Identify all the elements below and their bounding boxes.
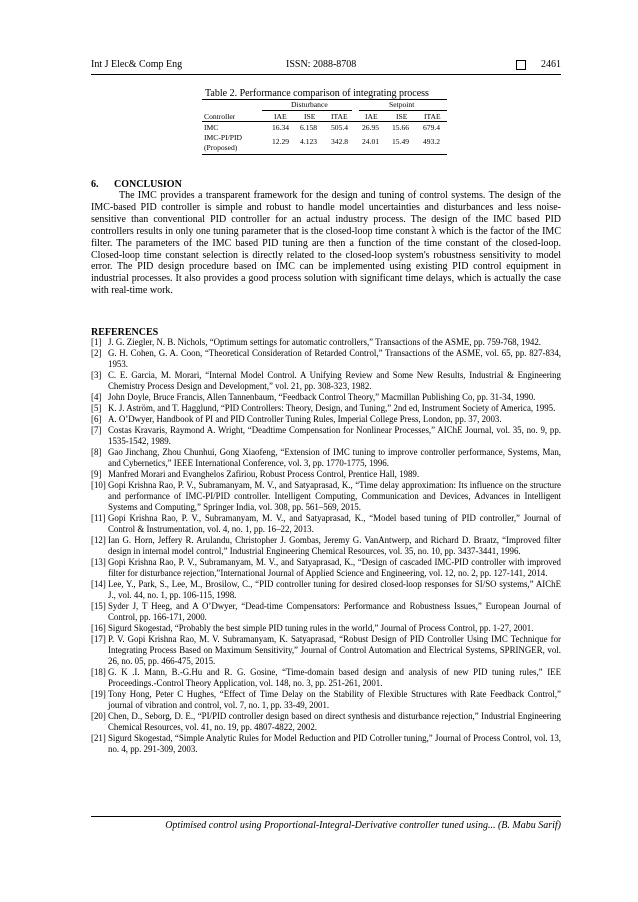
reference-text: John Doyle, Bruce Francis, Allen Tannenbaum, “Feedback Control Theory,” Macmillan Publishing Co, pp. 31-34, 1990.	[108, 392, 536, 402]
row-proposed-itae-s: 493.2	[423, 137, 441, 146]
table-caption: Table 2. Performance comparison of integrating process	[205, 88, 429, 99]
references-heading: REFERENCES	[91, 327, 159, 338]
row-imc-ise-d: 6.158	[300, 123, 318, 132]
reference-text: Tony Hong, Peter C Hughes, “Effect of Time Delay on the Stability of Flexible Structures with Rate Feedback Control,” journal of vibration and control, vol. 7, no. 1, pp. 33-49, 2001.	[108, 689, 561, 710]
reference-item	[91, 414, 561, 425]
group-header-setpoint: Setpoint	[389, 100, 415, 109]
reference-number: [20]	[91, 711, 106, 721]
row-proposed-ise-d: 4.123	[300, 137, 318, 146]
reference-number: [7]	[91, 425, 102, 435]
col-header-iae-s: IAE	[365, 112, 378, 121]
section-title: CONCLUSION	[114, 179, 182, 190]
table-bottom-rule	[202, 154, 447, 155]
row-proposed-controller: IMC-PI/PID (Proposed)	[204, 133, 242, 152]
reference-text: Chen, D., Seborg, D. E., “PI/PID controller design based on direct synthesis and disturbance rejection,” Industrial Engineering Chemical Resources, vol. 41, no. 19, pp. 4807-4822, 2002.	[108, 711, 561, 732]
reference-number: [8]	[91, 447, 102, 457]
running-header	[91, 59, 561, 75]
reference-text: Gopi Krishna Rao, P. V., Subramanyam, M. V., and Satyaprasad, K., “Time delay approximation: Its influence on the structure and performance of IMC-PI/PID controller. Intelligent Computing, Communication and Devices, Advances in Intelligent Systems and Computing,” Springer India, vol. 308, pp. 561–569, 2015.	[108, 480, 561, 512]
reference-item	[91, 557, 561, 579]
row-imc-controller: IMC	[204, 123, 219, 132]
reference-number: [13]	[91, 557, 106, 567]
row-proposed-itae-d: 342.8	[331, 137, 349, 146]
reference-item	[91, 689, 561, 711]
reference-text: Gopi Krishna Rao, P. V., Subramanyam, M. V., and Satyaprasad, K., “Model based tuning of PID controller,” Journal of Control & Instrumentation, vol. 4, no. 1, pp. 16–22, 2013.	[108, 513, 561, 534]
reference-number: [15]	[91, 601, 106, 611]
reference-number: [12]	[91, 535, 106, 545]
reference-item	[91, 733, 561, 755]
reference-text: Syder J, T Heeg, and A O’Dwyer, “Dead-time Compensators: Performance and Robustness Issues,” European Journal of Control, pp. 166-171, 2000.	[108, 601, 561, 622]
reference-text: G. K .I. Mann, B.-G.Hu and R. G. Gosine, “Time-domain based design and analysis of new PID tuning rules,” IEE Proceedings.-Control Theory Application, vol. 148, no. 3, pp. 251-261, 2001.	[108, 667, 561, 688]
reference-number: [2]	[91, 348, 102, 358]
reference-item	[91, 480, 561, 513]
reference-number: [3]	[91, 370, 102, 380]
journal-name: Int J Elec& Comp Eng	[91, 59, 183, 70]
page-number: 2461	[541, 59, 561, 70]
reference-item	[91, 348, 561, 370]
reference-item	[91, 711, 561, 733]
section-number: 6.	[91, 179, 99, 190]
reference-text: A. O’Dwyer, Handbook of PI and PID Controller Tuning Rules, Imperial College Press, London, pp. 37, 2003.	[108, 414, 502, 424]
row-imc-iae-d: 16.34	[272, 123, 290, 132]
reference-text: C. E. Garcia, M. Morari, “Internal Model Control. A Unifying Review and Some New Results, Industrial & Engineering Chemistry Process Design and Development,” vol. 21, pp. 308-323, 1982.	[108, 370, 561, 391]
header-rule	[202, 121, 447, 122]
group-header-disturbance: Disturbance	[291, 100, 328, 109]
reference-item	[91, 425, 561, 447]
group-rule-disturbance	[262, 110, 352, 111]
row-proposed-iae-s: 24.01	[362, 137, 380, 146]
row-proposed-ise-s: 15.49	[392, 137, 410, 146]
reference-text: Costas Kravaris, Raymond A. Wright, “Deadtime Compensation for Nonlinear Processes,” AIChE Journal, vol. 35, no. 9, pp. 1535-1542, 1989.	[108, 425, 561, 446]
reference-number: [21]	[91, 733, 106, 743]
col-header-ise-s: ISE	[396, 112, 408, 121]
reference-list	[91, 337, 561, 755]
row-imc-itae-d: 505.4	[331, 123, 349, 132]
reference-text: Gopi Krishna Rao, P. V., Subramanyam, M. V., and Satyaprasad, K., “Design of cascaded IMC-PID controller with improved filter for disturbance rejection,”International Journal of Applied Science and Engineering, vol. 12, no. 2, pp. 127-141, 2014.	[108, 557, 561, 578]
reference-item	[91, 535, 561, 557]
reference-text: J. G. Ziegler, N. B. Nichols, “Optimum settings for automatic controllers,” Transactions of the ASME, pp. 759-768, 1942.	[108, 337, 541, 347]
col-header-itae-d: ITAE	[331, 112, 348, 121]
reference-number: [17]	[91, 634, 106, 644]
reference-text: Gao Jinchang, Zhou Chunhui, Gong Xiaofeng, “Extension of IMC tuning to improve controller performance, Systems, Man, and Cybernetics,” IEEE International Conference, vol. 3, pp. 1770-1775, 1996.	[108, 447, 561, 468]
reference-text: Lee, Y., Park, S., Lee, M., Brosilow, C., “PID controller tuning for desired closed-loop responses for SI/SO systems,” AIChE J., vol. 44, no. 1, pp. 106-115, 1998.	[108, 579, 561, 600]
footer-text: Optimised control using Proportional-Integral-Derivative controller tuned using... (B. Mabu Sarif)	[165, 820, 561, 831]
reference-text: G. H. Cohen, G. A. Coon, “Theoretical Consideration of Retarded Control,” Transactions of the ASME, vol. 65, pp. 827-834, 1953.	[108, 348, 561, 369]
reference-text: Sigurd Skogestad, “Simple Analytic Rules for Model Reduction and PID Cotroller tuning,” Journal of Process Control, vol. 13, no. 4, pp. 291-309, 2003.	[108, 733, 561, 754]
row-imc-ise-s: 15.66	[392, 123, 410, 132]
reference-item	[91, 667, 561, 689]
col-header-itae-s: ITAE	[424, 112, 441, 121]
conclusion-paragraph	[91, 190, 561, 297]
col-header-controller: Controller	[204, 112, 236, 121]
reference-number: [19]	[91, 689, 106, 699]
running-footer	[91, 816, 561, 831]
reference-number: [4]	[91, 392, 102, 402]
reference-item	[91, 337, 561, 348]
row-proposed-iae-d: 12.29	[272, 137, 290, 146]
reference-item	[91, 601, 561, 623]
reference-item	[91, 469, 561, 480]
reference-number: [14]	[91, 579, 106, 589]
issn: ISSN: 2088-8708	[286, 59, 357, 70]
reference-item	[91, 513, 561, 535]
reference-number: [9]	[91, 469, 102, 479]
reference-number: [16]	[91, 623, 106, 633]
reference-number: [5]	[91, 403, 102, 413]
square-icon	[516, 60, 526, 70]
reference-number: [10]	[91, 480, 106, 490]
reference-number: [1]	[91, 337, 102, 347]
col-header-iae-d: IAE	[274, 112, 287, 121]
row-imc-iae-s: 26.95	[362, 123, 380, 132]
reference-text: Sigurd Skogestad, “Probably the best simple PID tuning rules in the world,” Journal of Process Control, pp. 1-27, 2001.	[108, 623, 534, 633]
reference-item	[91, 579, 561, 601]
reference-item	[91, 447, 561, 469]
reference-text: Manfred Morari and Evanghelos Zafiriou, Robust Process Control, Prentice Hall, 1989.	[108, 469, 420, 479]
reference-text: Ian G. Horn, Jeffery R. Arulandu, Christopher J. Gombas, Jeremy G. VanAntwerp, and Richard D. Braatz, “Improved filter design in internal model control,” Industrial Engineering Chemical Resources, vol. 35, no. 10, pp. 3437-3441, 1996.	[108, 535, 561, 556]
reference-number: [6]	[91, 414, 102, 424]
reference-item	[91, 623, 561, 634]
col-header-ise-d: ISE	[304, 112, 316, 121]
reference-text: K. J. Aström, and T. Hagglund, “PID Controllers: Theory, Design, and Tuning,” 2nd ed, Instrument Society of America, 1995.	[108, 403, 556, 413]
reference-number: [18]	[91, 667, 106, 677]
group-rule-setpoint	[359, 110, 447, 111]
conclusion-text: The IMC provides a transparent framework for the design and tuning of control systems. The design of the IMC-based PID controller is simple and robust to handle model uncertainties and disturbances and less noise-sensitive than conventional PID controller for an actual industry process. The design of the IMC based PID controllers results in only one tuning parameter that is the closed-loop time constant λ which is the factor of the IMC filter. The parameters of the IMC based PID tuning are then a function of the time constant of the closed-loop. Closed-loop time constant selection is directly related to the closed-loop system's robustness sensitivity to model error. The PID design procedure based on IMC can be implemented using existing PID control equipment in industrial processes. It also provides a good process solution with significant time delays, which is actually the case with real-time work.	[91, 190, 561, 297]
reference-text: P. V. Gopi Krishna Rao, M. V. Subramanyam, K. Satyaprasad, “Robust Design of PID Controller Using IMC Technique for Integrating Process Based on Maximum Sensitivity,” Journal of Control Automation and Electrical Systems, SPRINGER, vol. 26, no. 05, pp. 466-475, 2015.	[108, 634, 561, 666]
row-imc-itae-s: 679.4	[423, 123, 441, 132]
reference-item	[91, 392, 561, 403]
reference-number: [11]	[91, 513, 106, 523]
reference-item	[91, 403, 561, 414]
reference-item	[91, 370, 561, 392]
reference-item	[91, 634, 561, 667]
